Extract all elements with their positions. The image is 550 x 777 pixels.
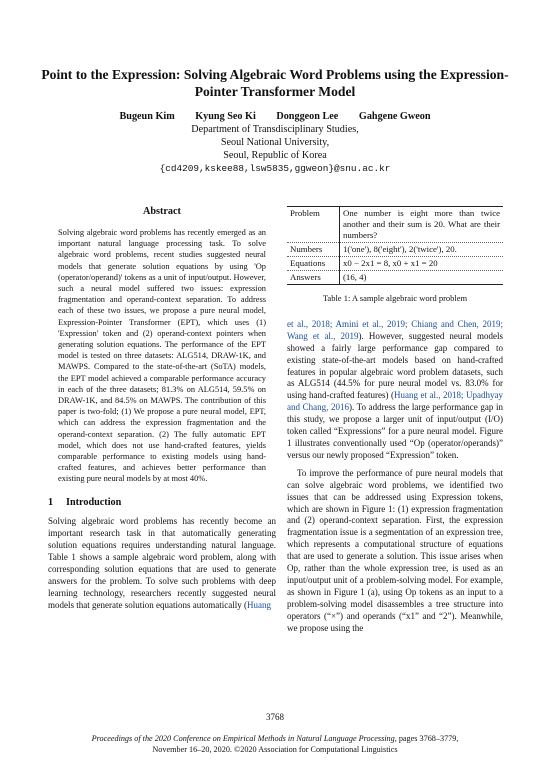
table-row: [287, 207, 503, 243]
right-column: [287, 206, 503, 634]
section-number: 1: [48, 496, 54, 508]
abstract-heading: Abstract: [143, 206, 181, 217]
body-text: ). However, suggested neural models showed a fairly large performance gap compared to existing state-of-the-art models based on hand-crafted features in popular algebraic word problem datasets, such as ALG514 (44.5% for pure neural model vs. 83.0% for using hand-crafted features) (: [287, 330, 503, 401]
row-content: 1('one'), 8('eight'), 2('twice'), 20.: [340, 243, 504, 257]
row-label: Answers: [287, 271, 340, 285]
proceedings-footer: [40, 733, 510, 755]
paper-title: Point to the Expression: Solving Algebraic Word Problems using the Expression-Pointer Transformer Model: [41, 67, 509, 99]
table-row: [287, 257, 503, 271]
table-row: [287, 243, 503, 257]
page-number: 3768: [266, 712, 284, 722]
footer-line: [40, 733, 510, 744]
section-heading: [48, 497, 276, 509]
row-label: Equations: [287, 257, 340, 271]
intro-text: Solving algebraic word problems has recently become an important research task in that automatically generating solution equations requires understanding natural language. Table 1 shows a sample algebraic word problem, along with corresponding solution equations that are used to generate answers for the problem. To solve such problems with deep learning technology, researchers recently suggested neural models that generate solution equations automatically (: [48, 516, 276, 610]
author-name: Gahgene Gweon: [358, 111, 431, 122]
row-content: x0 − 2x1 = 8, x0 + x1 = 20: [340, 257, 504, 271]
author-emails: {cd4209,kskee88,lsw5835,ggweon}@snu.ac.kr: [159, 163, 391, 174]
citation-link[interactable]: Huang: [246, 599, 271, 610]
row-label: Numbers: [287, 243, 340, 257]
table-caption: Table 1: A sample algebraic word problem: [322, 293, 468, 303]
row-content: One number is eight more than twice another and their sum is 20. What are their numbers?: [340, 207, 504, 243]
author-block: [40, 110, 510, 175]
affiliation-line: Seoul National University,: [220, 137, 330, 148]
body-paragraph: To improve the performance of pure neural models that can solve algebraic word problems, we identified two issues that can be addressed using Expression tokens, which are shown in Figure 1: (1) expression fragmentation and (2) operand-context separation. First, the expression fragmentation issue is a segmentation of an expression tree, which represents a computational structure of equations that are used to generate a solution. This issue arises when Op, rather than the whole expression tree, is used as an input/output unit of a problem-solving model. For example, as shown in Figure 1 (a), using Op tokens as an input to a problem-solving model disassembles a tree structure into operators (“×”) and operands (“x1” and “2”). Meanwhile, we propose using the: [287, 467, 503, 633]
citation-link[interactable]: et al., 2018; Amini et al., 2019; Chiang and Chen, 2019; Wang et al., 2019: [287, 318, 503, 341]
author-name: Donggeon Lee: [276, 111, 339, 122]
affiliation-line: Seoul, Republic of Korea: [223, 150, 327, 161]
section-title: Introduction: [66, 496, 122, 508]
author-names: [40, 110, 510, 123]
footer-pages: , pages 3768–3779,: [394, 734, 459, 743]
abstract-text: Solving algebraic word problems has recently emerged as an important natural language processing task. To solve algebraic word problems, recent studies suggested neural models that generate solution equations by using 'Op (operator/operand)' tokens as a unit of input/output. However, such a neural model suffered two issues: expression fragmentation and operand-context separation. To address each of these two issues, we propose a pure neural model, Expression-Pointer Transformer (EPT), which uses (1) 'Expression' token and (2) operand-context pointers when generating solution equations. The performance of the EPT model is tested on three datasets: ALG514, DRAW-1K, and MAWPS. Compared to the state-of-the-art (SoTA) models, the EPT model achieved a comparable performance accuracy in each of the three datasets; 81.3% on ALG514, 59.5% on DRAW-1K, and 84.5% on MAWPS. The contribution of this paper is two-fold; (1) We propose a pure neural model, EPT, which can address the expression fragmentation and the operand-context separation. (2) The fully automatic EPT model, which does not use hand-crafted features, yields comparable performance to existing models using hand-crafted features, and achieves better performance than existing pure neural models by at most 40%.: [58, 227, 266, 484]
intro-paragraph: [48, 516, 276, 611]
row-content: (16, 4): [340, 271, 504, 285]
left-column: [48, 206, 276, 612]
footer-line: November 16–20, 2020. ©2020 Association for Computational Linguistics: [152, 745, 398, 754]
body-paragraph: [287, 319, 503, 462]
footer-venue: Proceedings of the 2020 Conference on Empirical Methods in Natural Language Processing: [91, 734, 395, 743]
row-label: Problem: [287, 207, 340, 243]
author-name: Kyung Seo Ki: [195, 111, 256, 122]
author-name: Bugeun Kim: [119, 111, 175, 122]
body-text: ). To address the large performance gap in this study, we propose a larger unit of input/output (I/O) token called “Expressions” for a pure neural model. Figure 1 illustrates conventionally used “Op (operator/operands)” versus our newly proposed “Expression” token.: [287, 402, 503, 460]
table-row: [287, 271, 503, 285]
affiliation-line: Department of Transdisciplinary Studies,: [191, 124, 359, 135]
citation-link[interactable]: Huang et al., 2018; Upadhyay and Chang, 2016: [287, 390, 503, 413]
sample-problem-table: [287, 206, 503, 285]
